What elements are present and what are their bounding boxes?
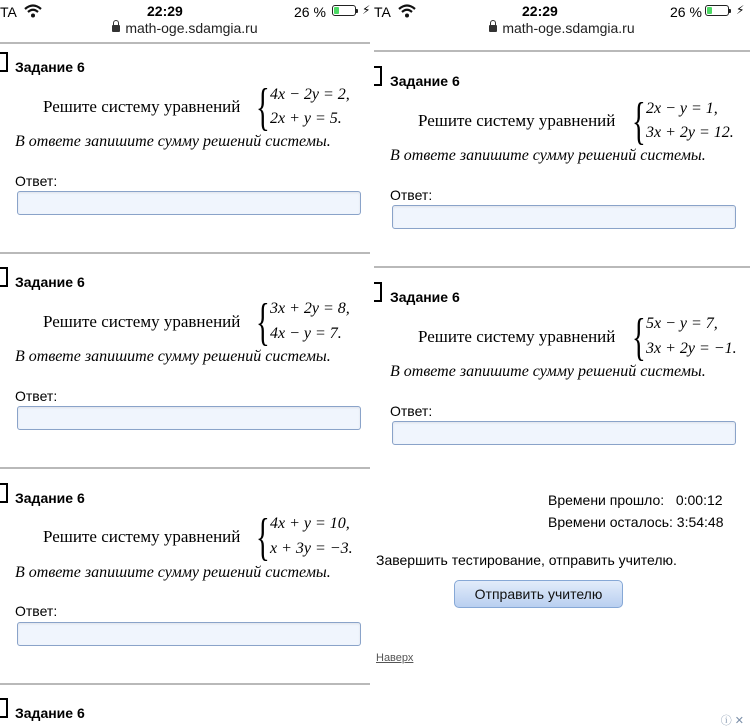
answer-label: Ответ: <box>15 173 58 189</box>
task-prompt: Решите систему уравнений <box>43 312 241 331</box>
equation-1: 5x − y = 7, <box>646 315 718 332</box>
task-note: В ответе запишите сумму решений системы. <box>390 147 706 164</box>
status-bar <box>0 0 370 22</box>
divider <box>374 266 750 268</box>
task-marker <box>0 267 8 287</box>
task-title: Задание 6 <box>15 274 85 290</box>
clock: 22:29 <box>147 3 183 19</box>
wifi-icon <box>398 4 416 18</box>
task-prompt: Решите систему уравнений <box>418 327 616 346</box>
task-marker <box>374 282 382 302</box>
system-brace: { <box>256 79 270 136</box>
url-text: math-oge.sdamgia.ru <box>125 20 258 36</box>
task-prompt: Решите систему уравнений <box>43 527 241 546</box>
task-card <box>0 52 370 252</box>
task-marker <box>0 52 8 72</box>
address-bar[interactable] <box>374 20 750 42</box>
divider <box>0 42 370 44</box>
task-prompt: Решите систему уравнений <box>418 111 616 130</box>
equation-1: 2x − y = 1, <box>646 100 718 117</box>
task-title: Задание 6 <box>15 59 85 75</box>
battery-percent: 26 % <box>294 4 326 20</box>
remaining-value: 3:54:48 <box>676 514 724 530</box>
answer-input[interactable] <box>392 205 736 229</box>
task-note: В ответе запишите сумму решений системы. <box>15 133 331 150</box>
task-card <box>0 698 370 728</box>
lock-icon <box>489 25 497 32</box>
battery-percent: 26 % <box>670 4 702 20</box>
task-note: В ответе запишите сумму решений системы. <box>390 363 706 380</box>
right-screenshot <box>374 0 750 728</box>
send-to-teacher-button[interactable]: Отправить учителю <box>454 580 623 608</box>
divider <box>0 252 370 254</box>
system-brace: { <box>632 93 646 150</box>
divider <box>0 683 370 685</box>
answer-input[interactable] <box>17 191 361 215</box>
system-brace: { <box>632 309 646 366</box>
elapsed-label: Времени прошло: <box>548 492 665 508</box>
battery-icon <box>705 5 729 16</box>
answer-label: Ответ: <box>390 403 433 419</box>
answer-input[interactable] <box>392 421 736 445</box>
equation-2: 2x + y = 5. <box>270 110 342 127</box>
task-title: Задание 6 <box>15 705 85 721</box>
task-title: Задание 6 <box>15 490 85 506</box>
equation-1: 4x + y = 10, <box>270 515 350 532</box>
task-marker <box>374 66 382 86</box>
elapsed-value: 0:00:12 <box>675 492 723 508</box>
task-prompt: Решите систему уравнений <box>43 97 241 116</box>
task-note: В ответе запишите сумму решений системы. <box>15 564 331 581</box>
task-card <box>0 483 370 683</box>
task-title: Задание 6 <box>390 289 460 305</box>
back-to-top-link[interactable]: Наверх <box>376 652 414 664</box>
answer-label: Ответ: <box>15 388 58 404</box>
carrier-label: TA <box>0 4 17 20</box>
elapsed-time <box>548 492 723 508</box>
task-marker <box>0 483 8 503</box>
task-card <box>374 66 750 266</box>
equation-2: 3x + 2y = 12. <box>646 124 734 141</box>
task-card <box>374 282 750 482</box>
remaining-time <box>548 514 724 530</box>
carrier-label: TA <box>374 4 391 20</box>
task-title: Задание 6 <box>390 73 460 89</box>
ad-close-icon[interactable]: ⓘ ✕ <box>720 715 744 727</box>
equation-1: 3x + 2y = 8, <box>270 300 350 317</box>
equation-2: x + 3y = −3. <box>270 540 353 557</box>
task-card <box>0 267 370 467</box>
status-bar <box>374 0 750 22</box>
charging-icon: ⚡ <box>736 3 745 17</box>
clock: 22:29 <box>522 3 558 19</box>
system-brace: { <box>256 509 270 566</box>
divider <box>374 50 750 52</box>
task-marker <box>0 698 8 718</box>
divider <box>0 467 370 469</box>
task-note: В ответе запишите сумму решений системы. <box>15 348 331 365</box>
wifi-icon <box>24 4 42 18</box>
equation-2: 3x + 2y = −1. <box>646 340 737 357</box>
address-bar[interactable] <box>0 20 370 42</box>
answer-label: Ответ: <box>390 187 433 203</box>
charging-icon: ⚡ <box>362 3 370 17</box>
url-text: math-oge.sdamgia.ru <box>502 20 635 36</box>
answer-label: Ответ: <box>15 603 58 619</box>
equation-2: 4x − y = 7. <box>270 325 342 342</box>
left-screenshot <box>0 0 370 728</box>
equation-1: 4x − 2y = 2, <box>270 86 350 103</box>
answer-input[interactable] <box>17 622 361 646</box>
battery-icon <box>332 5 356 16</box>
answer-input[interactable] <box>17 406 361 430</box>
system-brace: { <box>256 294 270 351</box>
lock-icon <box>112 25 120 32</box>
remaining-label: Времени осталось: <box>548 514 673 530</box>
finish-text: Завершить тестирование, отправить учителю. <box>376 552 677 568</box>
